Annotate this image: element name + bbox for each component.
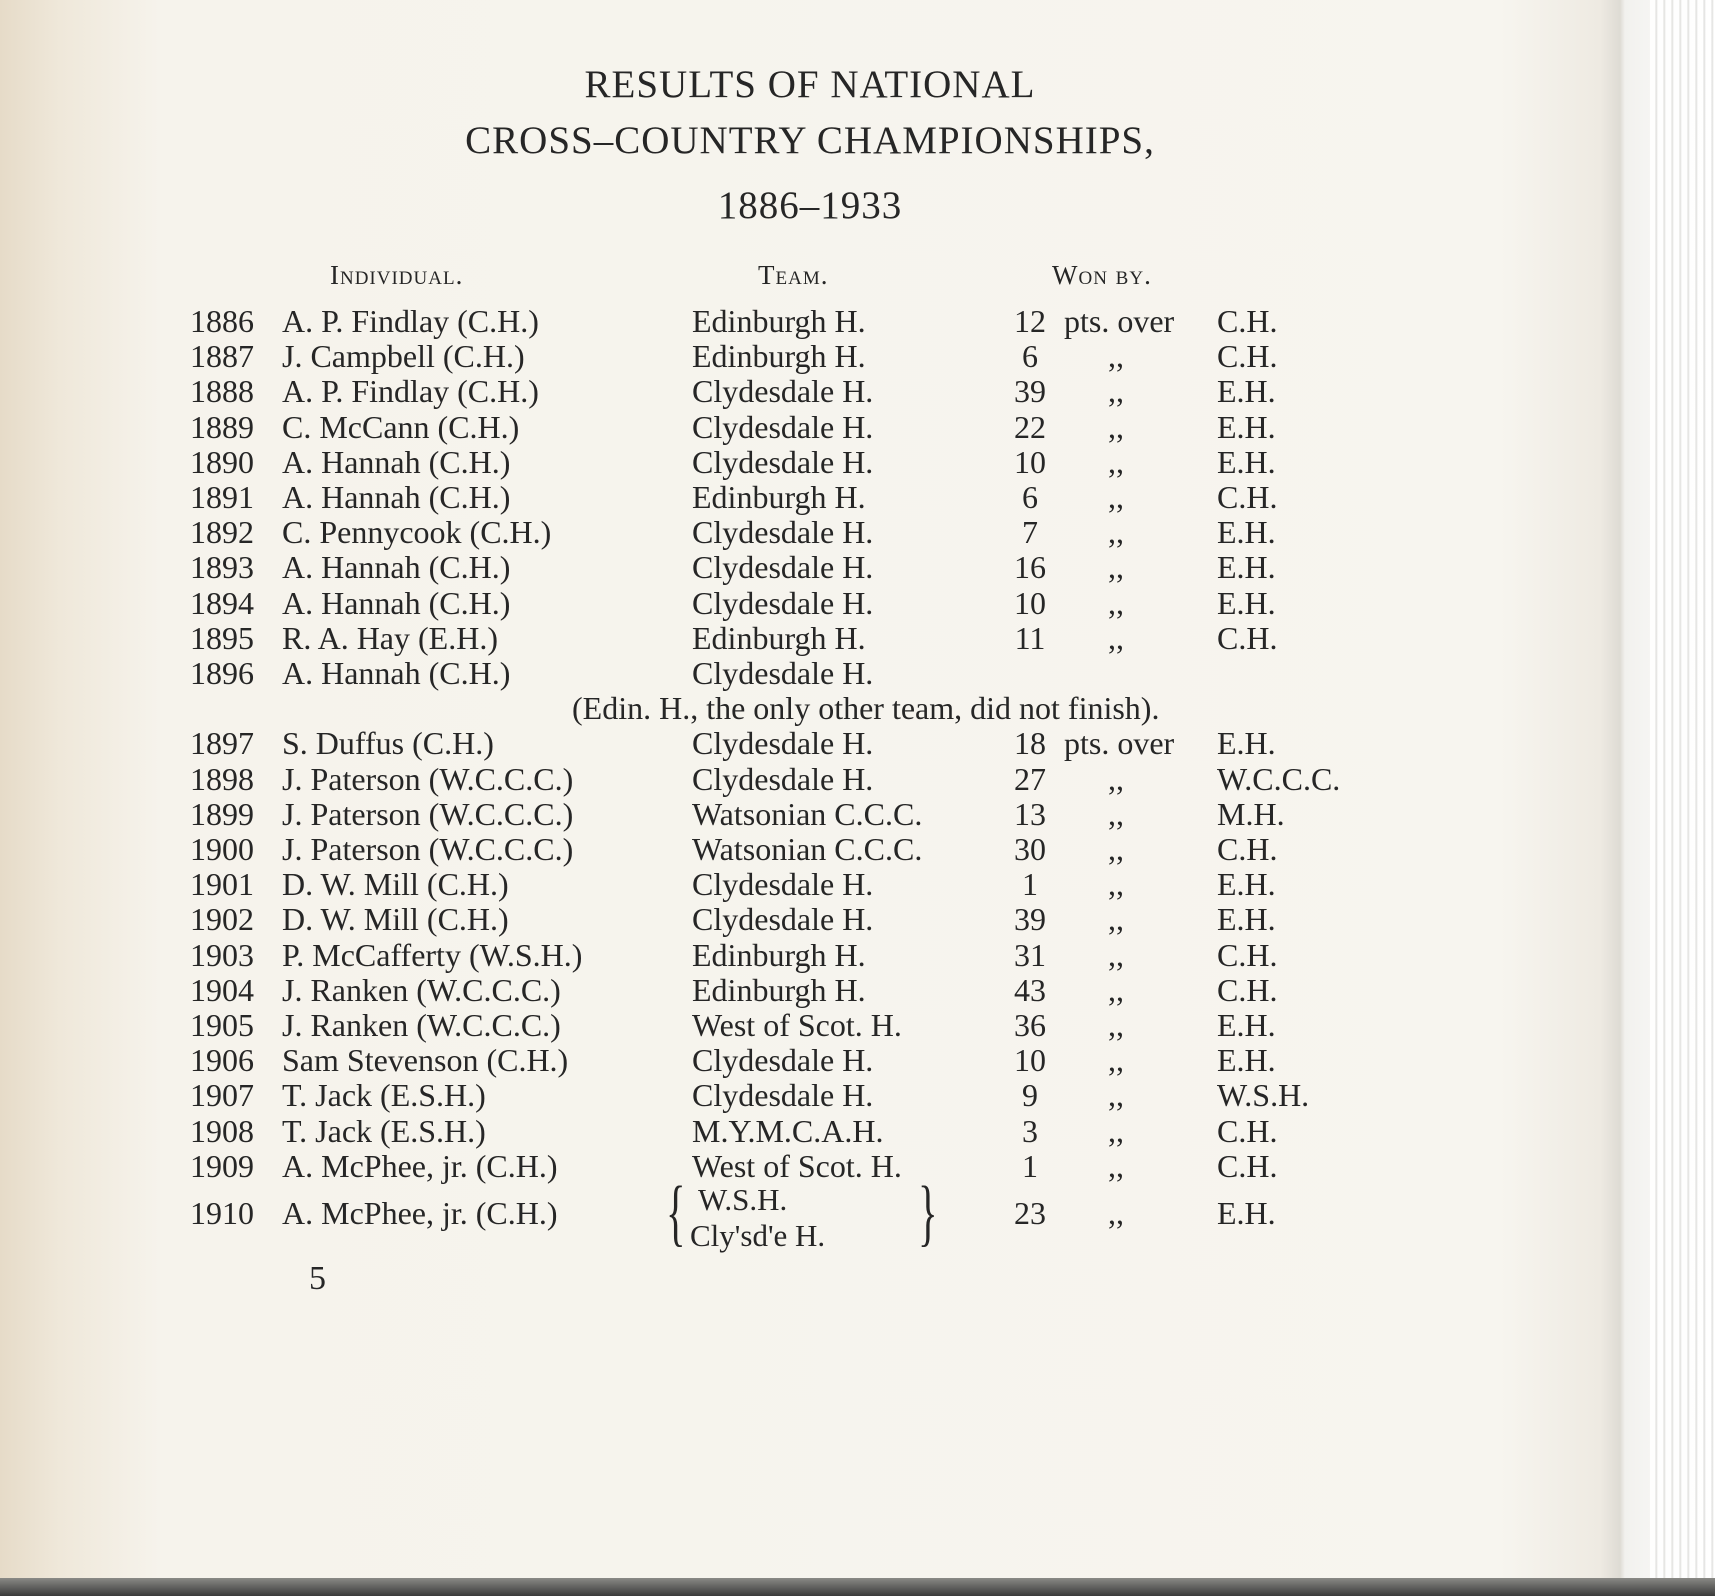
over-team-cell: C.H.: [1217, 971, 1278, 1008]
over-team-cell: E.H.: [1217, 1007, 1276, 1043]
ditto-mark: ,,: [1108, 479, 1124, 515]
ditto-mark: ,,: [1108, 338, 1124, 375]
table-row: [0, 972, 1620, 1007]
table-row: [0, 831, 1620, 866]
over-team-cell: E.H.: [1217, 373, 1276, 410]
over-team-cell: C.H.: [1217, 338, 1278, 375]
table-row: [0, 1077, 1620, 1112]
ditto-mark: ,,: [1108, 549, 1124, 586]
margin-cell: 10: [1014, 584, 1046, 621]
individual-cell: J. Paterson (W.C.C.C.): [282, 760, 574, 797]
over-team-cell: W.S.H.: [1217, 1077, 1310, 1114]
page-title-line-1: RESULTS OF NATIONAL: [584, 63, 1036, 106]
over-team-cell: M.H.: [1217, 795, 1285, 832]
year-cell: 1900: [190, 831, 254, 867]
ditto-mark: ,,: [1108, 1077, 1124, 1114]
margin-cell: 1: [1022, 1147, 1038, 1184]
year-cell: 1898: [190, 760, 254, 797]
margin-cell: 10: [1014, 1042, 1046, 1079]
individual-cell: J. Campbell (C.H.): [282, 338, 525, 375]
year-cell: 1893: [190, 549, 254, 586]
year-cell: 1892: [190, 514, 254, 551]
over-team-cell: E.H.: [1217, 866, 1276, 903]
team-cell: Clydesdale H.: [692, 514, 874, 551]
margin-cell: 31: [1014, 936, 1046, 973]
table-row: [0, 514, 1620, 549]
year-cell: 1909: [190, 1147, 254, 1184]
margin-cell: 16: [1014, 549, 1046, 586]
table-row: [0, 761, 1620, 796]
page-stack-edge: [1650, 0, 1715, 1596]
table-row: [0, 1042, 1620, 1077]
team-cell: Edinburgh H.: [692, 303, 866, 339]
team-cell: West of Scot. H.: [692, 1007, 902, 1043]
individual-cell: A. McPhee, jr. (C.H.): [282, 1195, 558, 1231]
year-cell: 1894: [190, 584, 254, 621]
ditto-mark: ,,: [1108, 795, 1124, 832]
over-team-cell: C.H.: [1217, 619, 1278, 656]
right-brace-icon: }: [918, 1172, 938, 1254]
team-cell: Clydesdale H.: [692, 760, 874, 797]
team-line-2: Cly'sd'e H.: [690, 1218, 826, 1253]
year-cell: 1910: [190, 1195, 254, 1231]
ditto-mark: ,,: [1108, 831, 1124, 867]
individual-cell: T. Jack (E.S.H.): [282, 1077, 486, 1114]
year-cell: 1897: [190, 725, 254, 762]
year-cell: 1907: [190, 1077, 254, 1114]
table-row: [0, 1113, 1620, 1148]
team-cell: Clydesdale H.: [692, 443, 874, 480]
year-cell: 1902: [190, 901, 254, 938]
margin-cell: 9: [1022, 1077, 1038, 1114]
book-cover-edge: [0, 1578, 1715, 1596]
table-row: [0, 1148, 1620, 1183]
team-cell: Clydesdale H.: [692, 373, 874, 410]
table-row: [0, 373, 1620, 408]
margin-cell: 6: [1022, 479, 1038, 515]
margin-cell: 10: [1014, 443, 1046, 480]
year-cell: 1888: [190, 373, 254, 410]
margin-cell: 6: [1022, 338, 1038, 375]
page-title-line-2: CROSS–COUNTRY CHAMPIONSHIPS,: [465, 119, 1155, 162]
margin-cell: 12: [1014, 303, 1046, 339]
table-row: [0, 796, 1620, 831]
individual-cell: D. W. Mill (C.H.): [282, 901, 509, 938]
team-cell: Watsonian C.C.C.: [692, 831, 923, 867]
team-cell: Clydesdale H.: [692, 725, 874, 762]
individual-cell: A. Hannah (C.H.): [282, 443, 511, 480]
table-row: [0, 1007, 1620, 1042]
table-row: [0, 303, 1620, 338]
individual-cell: D. W. Mill (C.H.): [282, 866, 509, 903]
margin-cell: 23: [1014, 1195, 1046, 1231]
left-brace-icon: {: [666, 1172, 686, 1254]
table-row: [0, 655, 1620, 690]
individual-cell: A. Hannah (C.H.): [282, 584, 511, 621]
year-cell: 1903: [190, 936, 254, 973]
team-cell: Clydesdale H.: [692, 901, 874, 938]
points-over-label: pts. over: [1064, 725, 1175, 762]
margin-cell: 18: [1014, 725, 1046, 762]
margin-cell: 39: [1014, 373, 1046, 410]
margin-cell: 30: [1014, 831, 1046, 867]
team-cell: Edinburgh H.: [692, 619, 866, 656]
ditto-mark: ,,: [1108, 971, 1124, 1008]
individual-cell: J. Paterson (W.C.C.C.): [282, 795, 574, 832]
margin-cell: 22: [1014, 408, 1046, 445]
ditto-mark: ,,: [1108, 619, 1124, 656]
ditto-mark: ,,: [1108, 1147, 1124, 1184]
over-team-cell: E.H.: [1217, 443, 1276, 480]
year-cell: 1891: [190, 479, 254, 515]
over-team-cell: E.H.: [1217, 584, 1276, 621]
individual-cell: T. Jack (E.S.H.): [282, 1112, 486, 1149]
over-team-cell: C.H.: [1217, 1147, 1278, 1184]
table-row: [0, 444, 1620, 479]
team-cell: Edinburgh H.: [692, 971, 866, 1008]
ditto-mark: ,,: [1108, 760, 1124, 797]
team-cell: Edinburgh H.: [692, 479, 866, 515]
ditto-mark: ,,: [1108, 443, 1124, 480]
team-cell: Clydesdale H.: [692, 549, 874, 586]
over-team-cell: E.H.: [1217, 549, 1276, 586]
table-row: [0, 549, 1620, 584]
ditto-mark: ,,: [1108, 514, 1124, 551]
column-header-won-by: Won by.: [1052, 260, 1152, 290]
over-team-cell: E.H.: [1217, 725, 1276, 762]
over-team-cell: E.H.: [1217, 1042, 1276, 1079]
table-row: [0, 585, 1620, 620]
individual-cell: A. Hannah (C.H.): [282, 655, 511, 691]
table-row: [0, 479, 1620, 514]
points-over-label: pts. over: [1064, 303, 1175, 339]
over-team-cell: W.C.C.C.: [1217, 760, 1341, 797]
team-cell: Edinburgh H.: [692, 338, 866, 375]
individual-cell: A. P. Findlay (C.H.): [282, 303, 539, 339]
table-row: [0, 725, 1620, 760]
page-number: 5: [309, 1260, 326, 1297]
margin-cell: 36: [1014, 1007, 1046, 1043]
team-cell: Clydesdale H.: [692, 1077, 874, 1114]
individual-cell: A. Hannah (C.H.): [282, 479, 511, 515]
table-row: [0, 409, 1620, 444]
ditto-mark: ,,: [1108, 584, 1124, 621]
over-team-cell: C.H.: [1217, 1112, 1278, 1149]
team-cell: Clydesdale H.: [692, 408, 874, 445]
over-team-cell: C.H.: [1217, 936, 1278, 973]
ditto-mark: ,,: [1108, 936, 1124, 973]
year-cell: 1908: [190, 1112, 254, 1149]
individual-cell: Sam Stevenson (C.H.): [282, 1042, 569, 1079]
margin-cell: 13: [1014, 795, 1046, 832]
year-cell: 1899: [190, 795, 254, 832]
over-team-cell: E.H.: [1217, 901, 1276, 938]
team-cell: Edinburgh H.: [692, 936, 866, 973]
ditto-mark: ,,: [1108, 1042, 1124, 1079]
team-cell: West of Scot. H.: [692, 1147, 902, 1184]
margin-cell: 3: [1022, 1112, 1038, 1149]
ditto-mark: ,,: [1108, 373, 1124, 410]
year-cell: 1895: [190, 619, 254, 656]
individual-cell: J. Ranken (W.C.C.C.): [282, 971, 561, 1008]
column-header-individual: Individual.: [330, 260, 464, 290]
year-cell: 1904: [190, 971, 254, 1008]
ditto-mark: ,,: [1108, 408, 1124, 445]
column-header-team: Team.: [758, 260, 829, 290]
over-team-cell: E.H.: [1217, 408, 1276, 445]
individual-cell: C. McCann (C.H.): [282, 408, 520, 445]
over-team-cell: E.H.: [1217, 514, 1276, 551]
year-cell: 1896: [190, 655, 254, 691]
individual-cell: C. Pennycook (C.H.): [282, 514, 552, 551]
table-row: [0, 866, 1620, 901]
table-row: [0, 620, 1620, 655]
individual-cell: A. Hannah (C.H.): [282, 549, 511, 586]
team-cell-1910: [664, 1182, 825, 1254]
individual-cell: J. Ranken (W.C.C.C.): [282, 1007, 561, 1043]
margin-cell: 27: [1014, 760, 1046, 797]
over-team-cell: C.H.: [1217, 303, 1278, 339]
year-cell: 1886: [190, 303, 254, 339]
over-team-cell: C.H.: [1217, 831, 1278, 867]
year-cell: 1890: [190, 443, 254, 480]
ditto-mark: ,,: [1108, 866, 1124, 903]
over-team-cell: C.H.: [1217, 479, 1278, 515]
year-cell: 1887: [190, 338, 254, 375]
table-row: [0, 901, 1620, 936]
page-title-years: 1886–1933: [717, 184, 903, 227]
team-cell: Clydesdale H.: [692, 866, 874, 903]
individual-cell: R. A. Hay (E.H.): [282, 619, 498, 656]
table-row: [0, 338, 1620, 373]
ditto-mark: ,,: [1108, 1112, 1124, 1149]
over-team-cell: E.H.: [1217, 1195, 1276, 1231]
year-cell: 1905: [190, 1007, 254, 1043]
team-cell: M.Y.M.C.A.H.: [692, 1112, 884, 1149]
team-cell: Clydesdale H.: [692, 1042, 874, 1079]
team-cell: Watsonian C.C.C.: [692, 795, 923, 832]
year-cell: 1901: [190, 866, 254, 903]
team-cell: Clydesdale H.: [692, 584, 874, 621]
individual-cell: J. Paterson (W.C.C.C.): [282, 831, 574, 867]
table-row: [0, 937, 1620, 972]
margin-cell: 7: [1022, 514, 1038, 551]
individual-cell: S. Duffus (C.H.): [282, 725, 494, 762]
individual-cell: P. McCafferty (W.S.H.): [282, 936, 583, 973]
year-cell: 1906: [190, 1042, 254, 1079]
ditto-mark: ,,: [1108, 1195, 1124, 1231]
margin-cell: 39: [1014, 901, 1046, 938]
ditto-mark: ,,: [1108, 1007, 1124, 1043]
individual-cell: A. P. Findlay (C.H.): [282, 373, 539, 410]
margin-cell: 43: [1014, 971, 1046, 1008]
team-cell: Clydesdale H.: [692, 655, 874, 691]
margin-cell: 11: [1014, 619, 1046, 656]
year-cell: 1889: [190, 408, 254, 445]
margin-cell: 1: [1022, 866, 1038, 903]
individual-cell: A. McPhee, jr. (C.H.): [282, 1147, 558, 1184]
note-1896: (Edin. H., the only other team, did not finish).: [572, 690, 1160, 726]
ditto-mark: ,,: [1108, 901, 1124, 938]
team-line-1: W.S.H.: [698, 1182, 788, 1217]
